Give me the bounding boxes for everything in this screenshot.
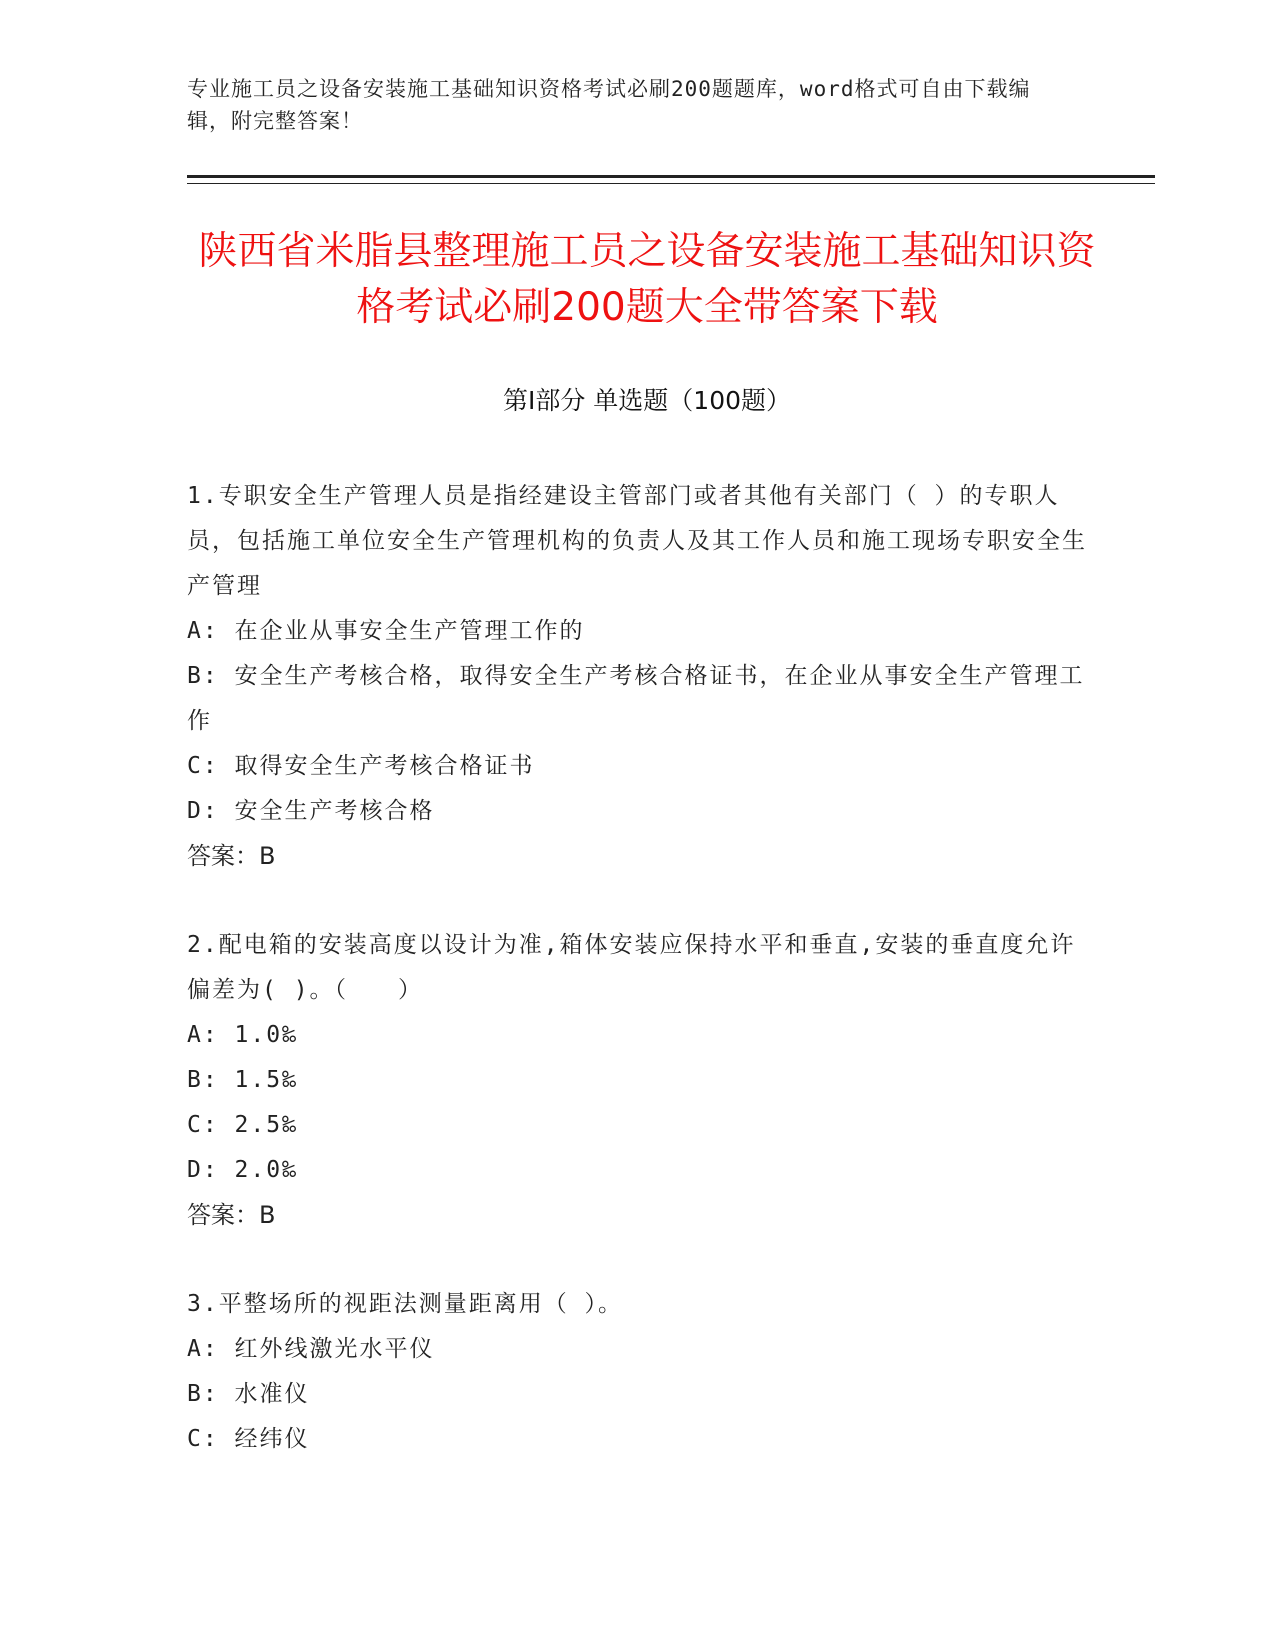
option-d: D: 安全生产考核合格 bbox=[187, 798, 435, 824]
question-stem: 1.专职安全生产管理人员是指经建设主管部门或者其他有关部门（ ）的专职人员，包括施工单位安全生产管理机构的负责人及其工作人员和施工现场专职安全生产管理 bbox=[187, 483, 1087, 599]
option-a: A: 红外线激光水平仪 bbox=[187, 1336, 435, 1362]
option-d: D: 2.0‰ bbox=[187, 1157, 298, 1183]
option-c: C: 取得安全生产考核合格证书 bbox=[187, 753, 535, 779]
option-b: B: 水准仪 bbox=[187, 1381, 310, 1407]
header-note: 专业施工员之设备安装施工基础知识资格考试必刷200题题库，word格式可自由下载编辑，附完整答案！ bbox=[187, 77, 1031, 133]
question-2 bbox=[187, 923, 1087, 1238]
option-b: B: 1.5‰ bbox=[187, 1067, 298, 1093]
option-c: C: 2.5‰ bbox=[187, 1112, 298, 1138]
header-divider-thick bbox=[187, 175, 1155, 178]
option-a: A: 在企业从事安全生产管理工作的 bbox=[187, 618, 585, 644]
question-3 bbox=[187, 1282, 1087, 1462]
document-title: 陕西省米脂县整理施工员之设备安装施工基础知识资格考试必刷200题大全带答案下载 bbox=[198, 229, 1096, 330]
option-b: B: 安全生产考核合格，取得安全生产考核合格证书，在企业从事安全生产管理工作 bbox=[187, 663, 1085, 734]
option-c: C: 经纬仪 bbox=[187, 1426, 310, 1452]
answer: 答案：B bbox=[187, 842, 276, 870]
header-divider-thin bbox=[187, 183, 1155, 184]
question-1 bbox=[187, 474, 1087, 879]
section-heading: 第Ⅰ部分 单选题（100题） bbox=[502, 386, 792, 415]
answer: 答案：B bbox=[187, 1201, 276, 1229]
question-list bbox=[187, 474, 1087, 1506]
question-stem: 2.配电箱的安装高度以设计为准,箱体安装应保持水平和垂直,安装的垂直度允许偏差为( )。（ ） bbox=[187, 932, 1076, 1003]
option-a: A: 1.0‰ bbox=[187, 1022, 298, 1048]
question-stem: 3.平整场所的视距法测量距离用（ ）。 bbox=[187, 1291, 624, 1317]
